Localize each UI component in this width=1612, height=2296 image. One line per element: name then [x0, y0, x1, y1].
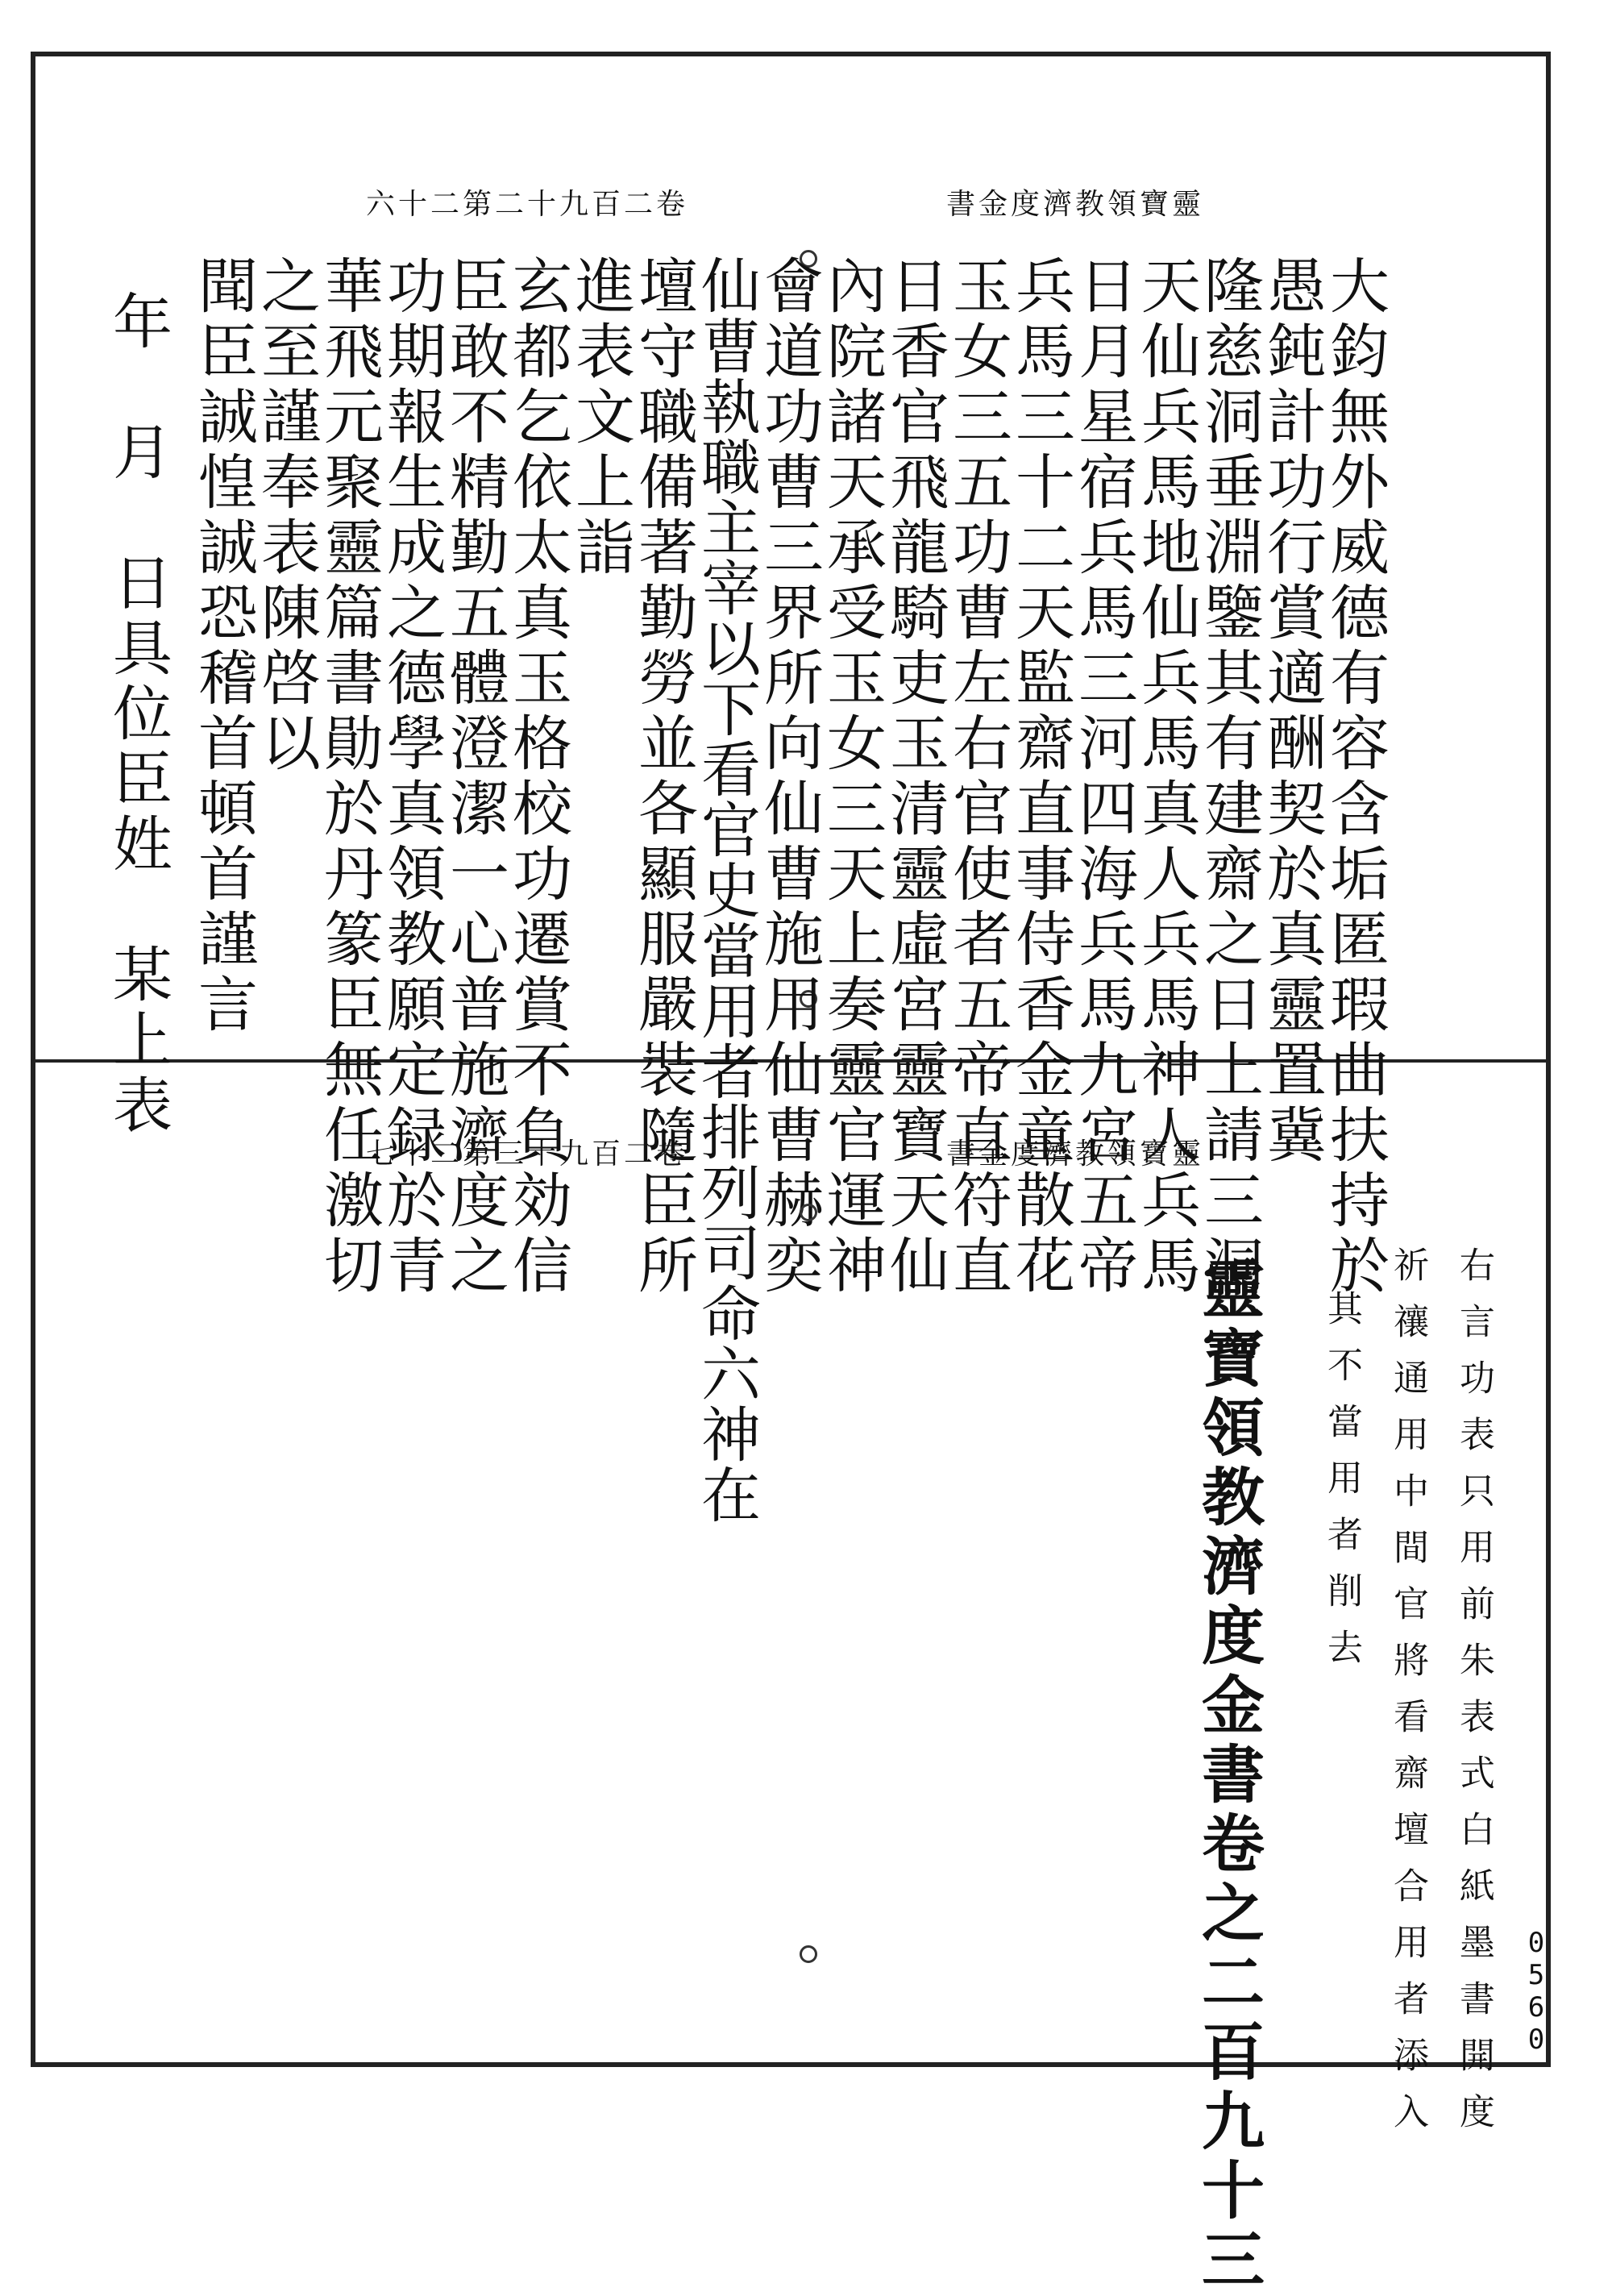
text-column: 仙曹執職主宰以下看官史當用者排列司命六神在 [692, 255, 761, 1524]
volume-title: 靈寶領教濟度金書卷之二百九十三 [1191, 1256, 1265, 2296]
text-column: 華飛元聚靈篇書勛於丹篆臣無任激切 [314, 255, 384, 1300]
page-number: 0560 [1520, 1927, 1552, 2056]
top-header-book-title: 書金度濟教領寶靈 [945, 187, 1204, 221]
text-column: 天仙兵馬地仙兵馬真人兵馬神人兵馬 [1132, 255, 1201, 1300]
text-column: 會道功曹三界所向仙曹施用仙曹赫奕 [754, 255, 824, 1300]
text-column: 進表文上詣 [566, 255, 635, 581]
page-marker-circle-icon [800, 1204, 817, 1221]
text-column: 日月星宿兵馬三河四海兵馬九宮五帝 [1069, 255, 1138, 1300]
text-column: 內院諸天承受玉女三天上奏靈官運神 [817, 255, 887, 1300]
page-marker-circle-icon [800, 1945, 817, 1963]
note-column: 其不當用者削去 [1321, 1290, 1362, 1685]
text-column: 臣敢不精勤五體澄潔一心普施濟度之 [440, 255, 509, 1300]
text-column: 聞臣誠惶誠恐稽首頓首謹言 [189, 255, 258, 1038]
text-column: 日香官飛龍騎吏玉清靈虛宮靈寶天仙 [880, 255, 949, 1300]
page-frame [31, 52, 1552, 2296]
text-column: 隆慈洞垂淵鑒其有建齋之日上請三洞 [1194, 255, 1264, 1300]
text-column: 功期報生成之德學真領教願定録於青 [377, 255, 447, 1300]
top-header-volume: 六十二第二十九百二卷 [366, 187, 689, 221]
text-column: 壇守職備著勤勞並各顯服嚴裝隨臣所 [629, 255, 698, 1300]
text-column: 年 月 日具位臣姓 某上表 [103, 290, 172, 1139]
bottom-header-book-title: 書金度濟教領寶靈 [945, 1137, 1204, 1171]
text-column: 大鈞無外威德有容含垢匿瑕曲扶持於 [1320, 255, 1390, 1300]
top-running-header [366, 177, 1204, 226]
text-column: 之至謹奉表陳啓以 [251, 255, 321, 777]
bottom-panel [35, 1063, 1546, 2296]
text-column: 兵馬三十二天監齋直事侍香金童散花 [1006, 255, 1075, 1300]
text-column: 愚鈍計功行賞適酬契於真靈置冀 [1257, 255, 1327, 1169]
bottom-header-volume: 七十二第三十九百二卷 [366, 1137, 689, 1171]
note-column: 祈禳通用中間官將看齋壇合用者添入 [1387, 1246, 1428, 2149]
text-column: 玄都乞依太真玉格校功遷賞不負効信 [503, 255, 572, 1300]
text-column: 玉女三五功曹左右官使者五帝直符直 [943, 255, 1012, 1300]
note-column: 右言功表只用前朱表式白紙墨書開度 [1453, 1246, 1494, 2149]
bottom-running-header [366, 1127, 1204, 1175]
